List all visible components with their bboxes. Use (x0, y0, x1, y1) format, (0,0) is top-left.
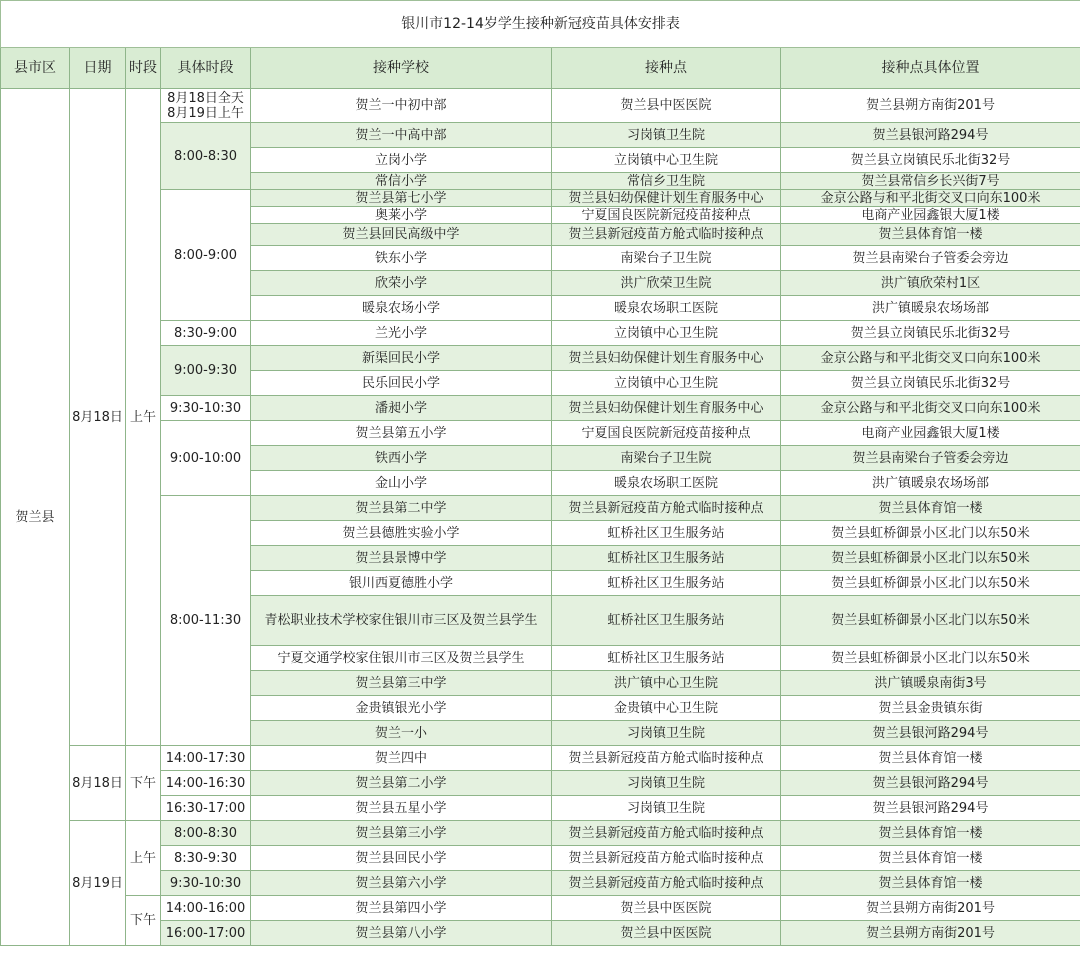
table-title: 银川市12-14岁学生接种新冠疫苗具体安排表 (1, 1, 1080, 48)
address-cell: 贺兰县南梁台子管委会旁边 (781, 246, 1080, 271)
header-school: 接种学校 (251, 48, 552, 89)
site-cell: 贺兰县新冠疫苗方舱式临时接种点 (552, 821, 781, 846)
site-cell: 洪广镇中心卫生院 (552, 671, 781, 696)
school-cell: 贺兰一中初中部 (251, 89, 552, 123)
address-cell: 洪广镇暖泉农场场部 (781, 471, 1080, 496)
address-cell: 贺兰县立岗镇民乐北街32号 (781, 321, 1080, 346)
table-row (1, 871, 1080, 896)
table-row (1, 421, 1080, 446)
address-cell: 贺兰县朔方南街201号 (781, 921, 1080, 946)
address-cell: 贺兰县立岗镇民乐北街32号 (781, 148, 1080, 173)
site-cell: 南梁台子卫生院 (552, 446, 781, 471)
school-cell: 宁夏交通学校家住银川市三区及贺兰县学生 (251, 646, 552, 671)
slot-cell: 8:00-9:00 (161, 190, 251, 321)
site-cell: 立岗镇中心卫生院 (552, 371, 781, 396)
site-cell: 贺兰县新冠疫苗方舱式临时接种点 (552, 746, 781, 771)
site-cell: 南梁台子卫生院 (552, 246, 781, 271)
site-cell: 贺兰县新冠疫苗方舱式临时接种点 (552, 846, 781, 871)
address-cell: 贺兰县体育馆一楼 (781, 224, 1080, 246)
slot-cell: 8:30-9:00 (161, 321, 251, 346)
period-cell: 上午 (126, 821, 161, 896)
address-cell: 贺兰县体育馆一楼 (781, 496, 1080, 521)
school-cell: 贺兰县第二小学 (251, 771, 552, 796)
address-cell: 贺兰县朔方南街201号 (781, 896, 1080, 921)
table-row (1, 821, 1080, 846)
site-cell: 习岗镇卫生院 (552, 796, 781, 821)
slot-cell: 8:00-8:30 (161, 821, 251, 846)
county-cell: 贺兰县 (1, 89, 70, 946)
period-cell: 上午 (126, 89, 161, 746)
header-row (1, 48, 1080, 89)
address-cell: 贺兰县虹桥御景小区北门以东50米 (781, 646, 1080, 671)
school-cell: 金山小学 (251, 471, 552, 496)
table-row (1, 346, 1080, 371)
school-cell: 铁东小学 (251, 246, 552, 271)
site-cell: 贺兰县妇幼保健计划生育服务中心 (552, 190, 781, 207)
table-row (1, 846, 1080, 871)
period-cell: 下午 (126, 746, 161, 821)
slot-cell: 8月18日全天 8月19日上午 (161, 89, 251, 123)
table-row (1, 123, 1080, 148)
site-cell: 金贵镇中心卫生院 (552, 696, 781, 721)
table-row (1, 89, 1080, 123)
school-cell: 贺兰县景博中学 (251, 546, 552, 571)
school-cell: 贺兰县五星小学 (251, 796, 552, 821)
site-cell: 常信乡卫生院 (552, 173, 781, 190)
site-cell: 宁夏国良医院新冠疫苗接种点 (552, 207, 781, 224)
table-row (1, 921, 1080, 946)
site-cell: 暖泉农场职工医院 (552, 471, 781, 496)
site-cell: 习岗镇卫生院 (552, 123, 781, 148)
site-cell: 虹桥社区卫生服务站 (552, 521, 781, 546)
table-row (1, 396, 1080, 421)
site-cell: 贺兰县妇幼保健计划生育服务中心 (552, 396, 781, 421)
school-cell: 贺兰县回民小学 (251, 846, 552, 871)
date-cell: 8月19日 (70, 821, 126, 946)
school-cell: 贺兰一小 (251, 721, 552, 746)
table-row (1, 771, 1080, 796)
site-cell: 宁夏国良医院新冠疫苗接种点 (552, 421, 781, 446)
address-cell: 贺兰县南梁台子管委会旁边 (781, 446, 1080, 471)
school-cell: 贺兰县第三中学 (251, 671, 552, 696)
school-cell: 立岗小学 (251, 148, 552, 173)
table-row (1, 796, 1080, 821)
site-cell: 洪广欣荣卫生院 (552, 271, 781, 296)
address-cell: 金京公路与和平北街交叉口向东100米 (781, 190, 1080, 207)
address-cell: 贺兰县虹桥御景小区北门以东50米 (781, 521, 1080, 546)
header-period: 时段 (126, 48, 161, 89)
school-cell: 潘昶小学 (251, 396, 552, 421)
period-cell: 下午 (126, 896, 161, 946)
slot-cell: 8:00-8:30 (161, 123, 251, 190)
address-cell: 贺兰县体育馆一楼 (781, 871, 1080, 896)
school-cell: 兰光小学 (251, 321, 552, 346)
school-cell: 新渠回民小学 (251, 346, 552, 371)
school-cell: 奥莱小学 (251, 207, 552, 224)
school-cell: 贺兰县德胜实验小学 (251, 521, 552, 546)
table-row (1, 746, 1080, 771)
site-cell: 贺兰县妇幼保健计划生育服务中心 (552, 346, 781, 371)
address-cell: 洪广镇暖泉南街3号 (781, 671, 1080, 696)
date-cell: 8月18日 (70, 89, 126, 746)
school-cell: 贺兰县回民高级中学 (251, 224, 552, 246)
site-cell: 贺兰县中医医院 (552, 921, 781, 946)
school-cell: 贺兰县第七小学 (251, 190, 552, 207)
site-cell: 贺兰县新冠疫苗方舱式临时接种点 (552, 496, 781, 521)
table-row (1, 321, 1080, 346)
slot-cell: 9:00-9:30 (161, 346, 251, 396)
school-cell: 民乐回民小学 (251, 371, 552, 396)
site-cell: 习岗镇卫生院 (552, 771, 781, 796)
address-cell: 贺兰县银河路294号 (781, 123, 1080, 148)
site-cell: 虹桥社区卫生服务站 (552, 596, 781, 646)
site-cell: 贺兰县新冠疫苗方舱式临时接种点 (552, 224, 781, 246)
site-cell: 习岗镇卫生院 (552, 721, 781, 746)
slot-cell: 14:00-16:00 (161, 896, 251, 921)
slot-cell: 9:30-10:30 (161, 871, 251, 896)
school-cell: 暖泉农场小学 (251, 296, 552, 321)
school-cell: 贺兰县第二中学 (251, 496, 552, 521)
table-row (1, 896, 1080, 921)
address-cell: 贺兰县金贵镇东街 (781, 696, 1080, 721)
slot-cell: 14:00-16:30 (161, 771, 251, 796)
address-cell: 贺兰县虹桥御景小区北门以东50米 (781, 571, 1080, 596)
address-cell: 贺兰县银河路294号 (781, 721, 1080, 746)
school-cell: 欣荣小学 (251, 271, 552, 296)
date-cell: 8月18日 (70, 746, 126, 821)
address-cell: 电商产业园鑫银大厦1楼 (781, 207, 1080, 224)
site-cell: 虹桥社区卫生服务站 (552, 646, 781, 671)
school-cell: 银川西夏德胜小学 (251, 571, 552, 596)
address-cell: 洪广镇欣荣村1区 (781, 271, 1080, 296)
site-cell: 立岗镇中心卫生院 (552, 148, 781, 173)
address-cell: 贺兰县虹桥御景小区北门以东50米 (781, 596, 1080, 646)
header-county: 县市区 (1, 48, 70, 89)
address-cell: 金京公路与和平北街交叉口向东100米 (781, 396, 1080, 421)
school-cell: 贺兰县第八小学 (251, 921, 552, 946)
site-cell: 暖泉农场职工医院 (552, 296, 781, 321)
address-cell: 贺兰县体育馆一楼 (781, 746, 1080, 771)
header-slot: 具体时段 (161, 48, 251, 89)
slot-cell: 9:00-10:00 (161, 421, 251, 496)
school-cell: 贺兰县第三小学 (251, 821, 552, 846)
address-cell: 贺兰县立岗镇民乐北街32号 (781, 371, 1080, 396)
slot-cell: 9:30-10:30 (161, 396, 251, 421)
school-cell: 贺兰县第四小学 (251, 896, 552, 921)
slot-cell: 8:00-11:30 (161, 496, 251, 746)
site-cell: 虹桥社区卫生服务站 (552, 546, 781, 571)
header-date: 日期 (70, 48, 126, 89)
site-cell: 贺兰县中医医院 (552, 89, 781, 123)
table-row (1, 496, 1080, 521)
school-cell: 金贵镇银光小学 (251, 696, 552, 721)
site-cell: 立岗镇中心卫生院 (552, 321, 781, 346)
school-cell: 常信小学 (251, 173, 552, 190)
address-cell: 贺兰县银河路294号 (781, 796, 1080, 821)
address-cell: 洪广镇暖泉农场场部 (781, 296, 1080, 321)
slot-cell: 16:30-17:00 (161, 796, 251, 821)
header-address: 接种点具体位置 (781, 48, 1080, 89)
site-cell: 贺兰县新冠疫苗方舱式临时接种点 (552, 871, 781, 896)
address-cell: 金京公路与和平北街交叉口向东100米 (781, 346, 1080, 371)
address-cell: 贺兰县体育馆一楼 (781, 821, 1080, 846)
header-site: 接种点 (552, 48, 781, 89)
school-cell: 青松职业技术学校家住银川市三区及贺兰县学生 (251, 596, 552, 646)
school-cell: 贺兰县第六小学 (251, 871, 552, 896)
slot-cell: 16:00-17:00 (161, 921, 251, 946)
school-cell: 铁西小学 (251, 446, 552, 471)
address-cell: 贺兰县银河路294号 (781, 771, 1080, 796)
address-cell: 贺兰县体育馆一楼 (781, 846, 1080, 871)
table-row (1, 190, 1080, 207)
address-cell: 贺兰县朔方南街201号 (781, 89, 1080, 123)
address-cell: 贺兰县常信乡长兴街7号 (781, 173, 1080, 190)
site-cell: 贺兰县中医医院 (552, 896, 781, 921)
site-cell: 虹桥社区卫生服务站 (552, 571, 781, 596)
school-cell: 贺兰县第五小学 (251, 421, 552, 446)
slot-cell: 14:00-17:30 (161, 746, 251, 771)
address-cell: 电商产业园鑫银大厦1楼 (781, 421, 1080, 446)
school-cell: 贺兰一中高中部 (251, 123, 552, 148)
slot-cell: 8:30-9:30 (161, 846, 251, 871)
school-cell: 贺兰四中 (251, 746, 552, 771)
address-cell: 贺兰县虹桥御景小区北门以东50米 (781, 546, 1080, 571)
